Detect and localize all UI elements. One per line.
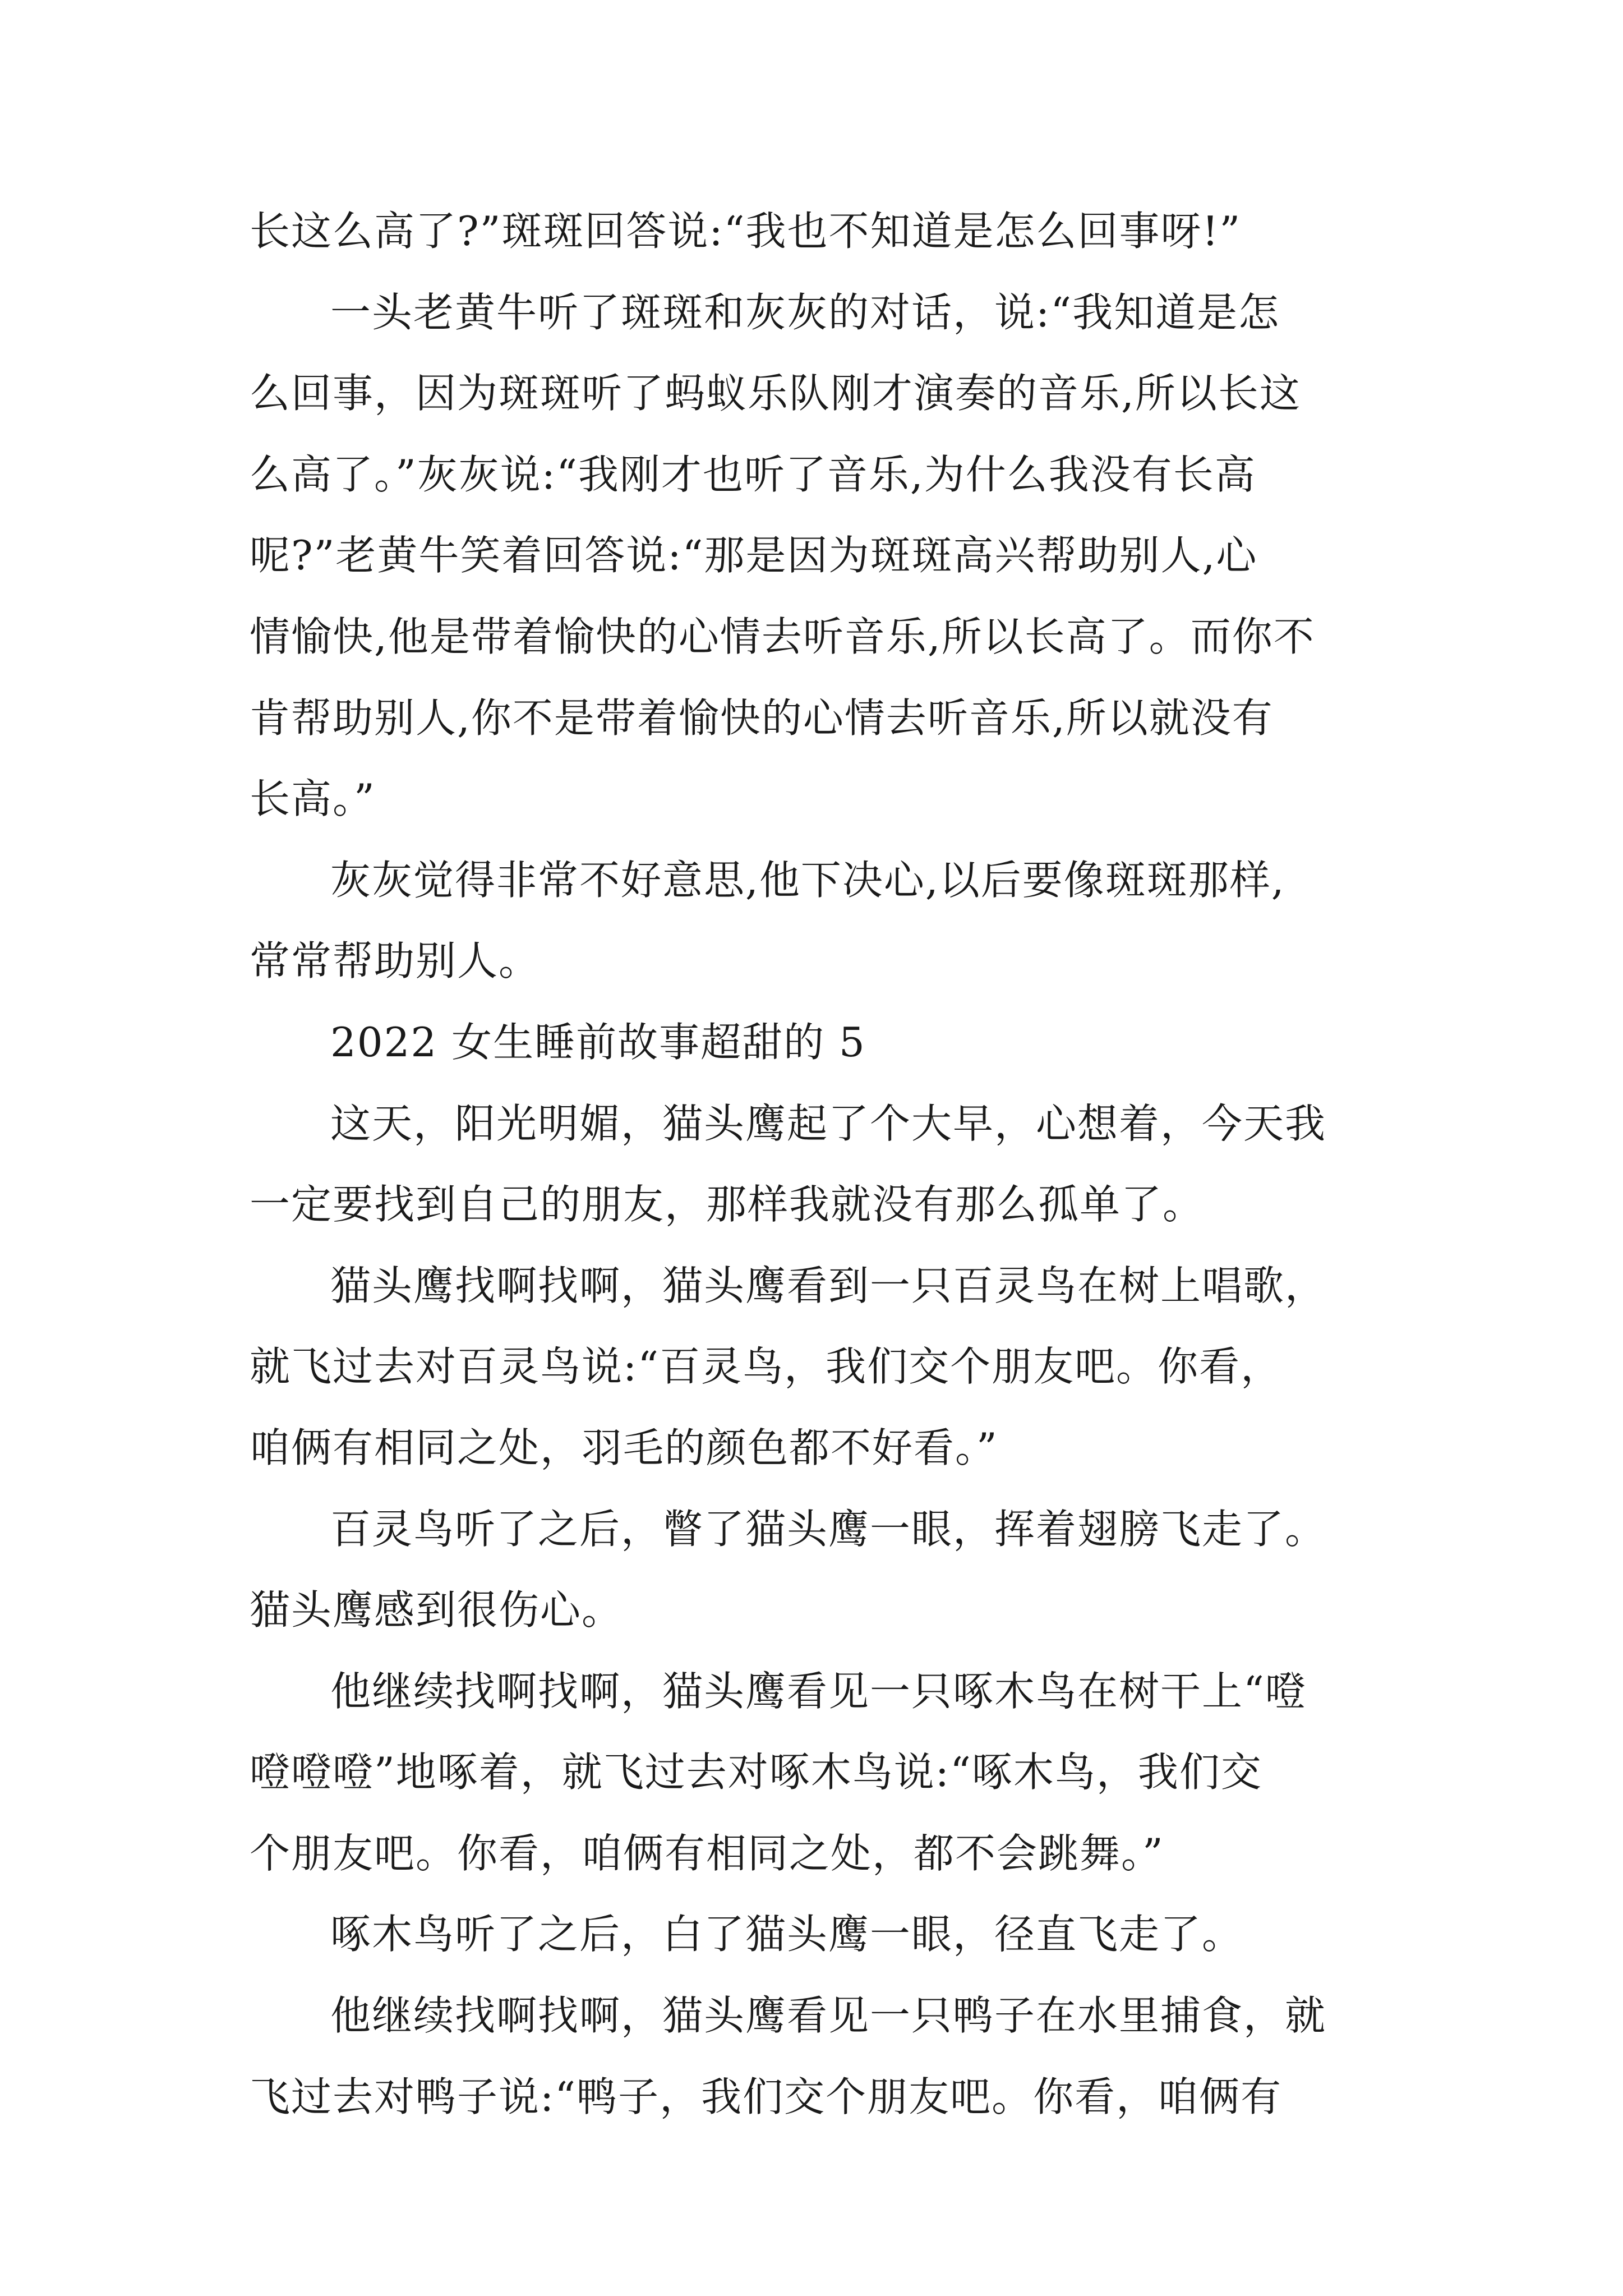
text-line-13: 一定要找到自己的朋友，那样我就没有那么孤单了。 xyxy=(250,1181,1205,1228)
text-line-4: 么高了。”灰灰说:“我刚才也听了音乐,为什么我没有长高 xyxy=(250,450,1256,498)
text-line-18: 猫头鹰感到很伤心。 xyxy=(250,1586,624,1634)
text-line-7: 肯帮助别人,你不是带着愉快的心情去听音乐,所以就没有 xyxy=(250,694,1274,742)
text-line-22: 啄木鸟听了之后，白了猫头鹰一眼，径直飞走了。 xyxy=(330,1911,1244,1958)
text-line-9: 灰灰觉得非常不好意思,他下决心,以后要像斑斑那样, xyxy=(330,856,1285,904)
text-line-20: 噔噔噔”地啄着，就飞过去对啄木鸟说:“啄木鸟，我们交 xyxy=(250,1749,1262,1796)
text-line-24: 飞过去对鸭子说:“鸭子，我们交个朋友吧。你看，咱俩有 xyxy=(250,2073,1283,2120)
text-line-8: 长高。” xyxy=(250,775,376,823)
text-line-6: 情愉快,他是带着愉快的心情去听音乐,所以长高了。而你不 xyxy=(250,613,1315,660)
text-line-5: 呢?”老黄牛笑着回答说:“那是因为斑斑高兴帮助别人,心 xyxy=(250,532,1258,579)
text-line-23: 他继续找啊找啊，猫头鹰看见一只鸭子在水里捕食，就 xyxy=(330,1992,1327,2040)
text-line-2: 一头老黄牛听了斑斑和灰灰的对话，说:“我知道是怎 xyxy=(330,288,1280,336)
text-line-15: 就飞过去对百灵鸟说:“百灵鸟，我们交个朋友吧。你看， xyxy=(250,1343,1283,1391)
text-line-12: 这天，阳光明媚，猫头鹰起了个大早，心想着，今天我 xyxy=(330,1099,1327,1147)
text-line-21: 个朋友吧。你看，咱俩有相同之处，都不会跳舞。” xyxy=(250,1829,1164,1877)
text-line-16: 咱俩有相同之处，羽毛的颜色都不好看。” xyxy=(250,1424,998,1471)
text-line-14: 猫头鹰找啊找啊，猫头鹰看到一只百灵鸟在树上唱歌， xyxy=(330,1262,1327,1309)
text-line-1: 长这么高了?”斑斑回答说:“我也不知道是怎么回事呀!” xyxy=(250,208,1242,255)
text-line-3: 么回事，因为斑斑听了蚂蚁乐队刚才演奏的音乐,所以长这 xyxy=(250,370,1301,417)
text-line-19: 他继续找啊找啊，猫头鹰看见一只啄木鸟在树干上“噔 xyxy=(330,1667,1307,1715)
section-heading: 2022 女生睡前故事超甜的 5 xyxy=(330,1018,866,1066)
document-body xyxy=(250,191,1394,2137)
text-line-10: 常常帮助别人。 xyxy=(250,937,541,985)
text-line-17: 百灵鸟听了之后，瞥了猫头鹰一眼，挥着翅膀飞走了。 xyxy=(330,1505,1327,1553)
